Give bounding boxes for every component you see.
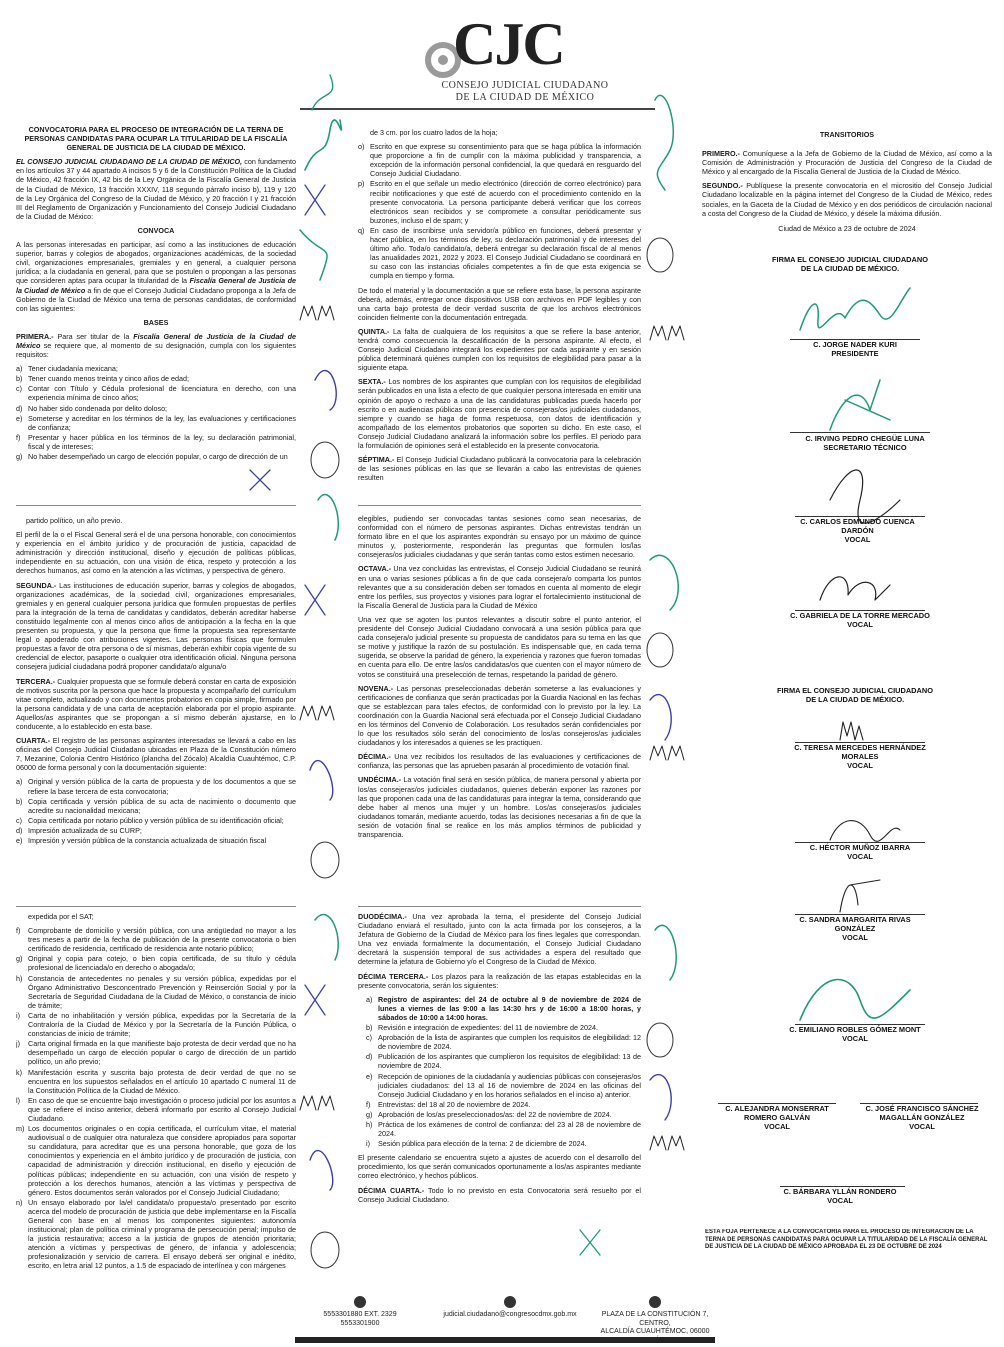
intro-paragraph: EL CONSEJO JUDICIAL CIUDADANO DE LA CIUDAD DE MÉXICO, con fundamento en los artículos 37 y 44 apartado A incisos 5 y 6 de la Constitución Política de la Ciudad de México, 42 fracción IX, 42 bis de la Ley Orgánica de la Fiscalía General de Justicia de la Ciudad de México, 13 fracción XXXIV, 118 segundo párrafo inciso b), 119 y 120 de la Ley Orgánica del Congreso de la Ciudad de México, y 20 fracción I y 21 fracción III del Reglamento de Organización y Funcionamiento del Consejo Judicial Ciudadano de la Ciudad de México:: [16, 157, 296, 221]
panel-divider: [16, 906, 296, 907]
sexta-paragraph: SEXTA.- Los nombres de los aspirantes que cumplan con los requisitos de elegibilidad serán publicados en una lista a efecto de que cualquier persona interesada en emitir una opinión de apoyo o rechazo a una de las candidaturas publicadas pueda hacerlo por escrito o en audiencias públicas con presencia de consejeras/os judiciales ciudadanos, siempre y cuando se haga de forma respetuosa, con datos de identificación y acompañado de los elementos probatorios que soporten su dicho. En este caso, el Consejo Judicial Ciudadano analizará la información sobre los perfiles. El periodo para la formulación de opiniones será el establecido en la presente convocatoria.: [358, 377, 641, 450]
convocatoria-title: CONVOCATORIA PARA EL PROCESO DE INTEGRACIÓN DE LA TERNA DE PERSONAS CANDIDATAS PARA OCUPAR LA TITULARIDAD DE LA FISCALÍA GENERAL DE JUSTICIA DE LA CIUDAD DE MÉXICO.: [24, 125, 288, 153]
signature-scribble-green: [655, 925, 676, 980]
list-item: m) Los documentos originales o en copia certificada, el currículum vitae, el material audiovisual o de cualquier otra naturaleza que considere apropiados para soportar su candidatura, para acreditar que es una persona honorable, que goza de los conocimientos y experiencia en el ámbito jurídico y de procuración de justicia, con capacidad de administración y dirección institucional, en diseño y ejecución de políticas públicas; independiente en su actuación, con una visión de respeto y protección a los derechos humanos, atención a las víctimas y perspectiva de género. Estos documentos serán valorados por el Consejo Judicial Ciudadano;: [16, 1124, 296, 1197]
org-name-line1: CONSEJO JUDICIAL CIUDADANO: [441, 80, 609, 91]
col1-panel2: [16, 516, 296, 901]
signer-name: C. CARLOS EDMUNDO CUENCA DARDÓN VOCAL: [800, 517, 915, 545]
list-item: p) Escrito en el que señale un medio electrónico (dirección de correo electrónico) para recibir notificaciones y que esté de acuerdo con el procedimiento contenido en la presente convocatoria. La persona participante deberá verificar que los correos electrónicos sean recibidos y se compromete a consultar periódicamente sus buzones, incluso el de spam; y: [358, 179, 641, 225]
list-item: c) Contar con Título y Cédula profesional de licenciatura en derecho, con una experiencia mínima de cinco años;: [16, 384, 296, 403]
documentacion-list: [16, 777, 296, 845]
list-item: a) Tener ciudadanía mexicana;: [16, 364, 118, 374]
signature-scribble-green: [312, 75, 333, 110]
header: [395, 10, 635, 105]
firma-heading-1: FIRMA EL CONSEJO JUDICIAL CIUDADANO DE LA CIUDAD DE MÉXICO.: [772, 255, 928, 274]
col2-panel1: [358, 128, 641, 498]
convoca-paragraph: A las personas interesadas en participar, así como a las instituciones de educación superior, barras y colegios de abogados, organizaciones académicas, de la sociedad civil, organizaciones empresariales, gremiales y en general, a cualquier persona jurídica; a la ciudadanía en general, para que se postulen o propongan a las personas que consideren aptas para ocupar la titularidad de la Fiscalía General de Justicia de la Ciudad de México a fin de que el Consejo Judicial Ciudadano proponga a la Jefa de Gobierno de la Ciudad de México una terna de personas candidatas, de conformidad con las siguientes:: [16, 240, 296, 313]
continuation-text: partido político, un año previo.: [26, 516, 123, 525]
continuation-text: de 3 cm. por los cuatro lados de la hoja;: [370, 128, 498, 137]
list-item: g) Original y copia para cotejo, o bien copia certificada, de su título y cédula profesional de licenciada/o en derecho o abogada/o;: [16, 954, 296, 973]
header-rule: [300, 108, 655, 110]
signature-teresa-hernandez: [840, 722, 863, 740]
requisitos-list: [16, 364, 296, 461]
bases-heading: BASES: [143, 317, 169, 327]
fecha-text: Ciudad de México a 23 de octubre de 2024: [778, 223, 916, 233]
initial-loop-mark: [311, 442, 339, 478]
signature-scribble-blue: [310, 1151, 333, 1190]
octava-paragraph: OCTAVA.- Una vez concluidas las entrevistas, el Consejo Judicial Ciudadano se reunirá en una o varias sesiones públicas a fin de que cada consejera/o comparta los puntos relevantes que a su consideración deben ser tomados en cuenta al momento de elegir entre los perfiles, sus proyectos y visiones para lograr el fortalecimiento institucional de la Fiscalía General de Justicia para la Ciudad de México: [358, 564, 641, 610]
signature-scribble-green: [650, 555, 678, 610]
signature-jorge-nader: [800, 288, 910, 330]
list-item: j) Carta original firmada en la que manifieste bajo protesta de decir verdad que no ha desempeñado un cargo de elección popular o cargo de dirección de un partido político, un año previo;: [16, 1039, 296, 1067]
convoca-heading: CONVOCA: [137, 225, 175, 235]
col1-panel1: [16, 125, 296, 500]
list-item: h) Constancia de antecedentes no penales y su versión pública, expedidas por el Órgano Administrativo Desconcentrado Prevención y Reinserción Social y por la Secretaría de Seguridad Ciudadana de la Ciudad de México, o constancia de inicio de trámite;: [16, 973, 296, 1010]
initial-loop-mark: [311, 1232, 339, 1268]
segundo-paragraph: SEGUNDO.- Publíquese la presente convocatoria en el micrositio del Consejo Judicial Ciudadano localizable en la página internet del Congreso de la Ciudad de México, redes sociales, en la Gaceta de la Ciudad de México y en dos periódicos de circulación nacional a costa del Congreso de la Ciudad de México, y désele la máxima difusión.: [702, 181, 992, 218]
continuation-text: elegibles, pudiendo ser convocadas tantas sesiones como sean necesarias, de conformidad con el número de personas aspirantes. Dichas entrevistas tendrán un formato libre en el que los aspirantes expondrán su ensayo por un máximo de quince minutos y, posteriormente, responderán las preguntas que formulen los/las consejeras/os judiciales ciudadanas y que serán tantas como estos estimen necesario.: [358, 514, 641, 560]
decimatercera-paragraph: DÉCIMA TERCERA.- Los plazos para la realización de las etapas establecidas en la presente convocatoria, serán los siguientes:: [358, 971, 641, 990]
signature-scribble-green: [300, 230, 327, 280]
initial-loop-mark: [647, 633, 673, 667]
signature-scribble-blue: [650, 695, 671, 740]
foja-note: ESTA FOJA PERTENECE A LA CONVOCATORIA PARA EL PROCESO DE INTEGRACIÓN DE LA TERNA DE PERSONAS CANDIDATAS PARA OCUPAR LA TITULARIDAD DE LA FISCALÍA GENERAL DE JUSTICIA DE LA CIUDAD DE MÉXICO APROBADA EL 23 DE OCTUBRE DE 2024: [705, 1229, 988, 1250]
signature-scribble-blue: [315, 371, 336, 410]
footer-phone: 5553301880 EXT. 2329 5553301900: [300, 1296, 420, 1328]
list-item: b) Copia certificada y versión pública de su acta de nacimiento o documento que acredite su nacionalidad mexicana;: [16, 796, 296, 815]
list-item: h) Práctica de los exámenes de control de confianza: del 23 al 28 de noviembre de 2024.: [366, 1119, 641, 1139]
signer-name: C. BÁRBARA YLLÁN RONDERO VOCAL: [783, 1187, 897, 1206]
transitorios-block: [702, 130, 992, 265]
signer-name: C. EMILIANO ROBLES GÓMEZ MONT VOCAL: [789, 1025, 921, 1044]
org-name-line2: DE LA CIUDAD DE MÉXICO: [455, 92, 595, 103]
initials-mark: [300, 706, 334, 720]
signer-name: C. HÉCTOR MUÑOZ IBARRA VOCAL: [809, 843, 911, 862]
location-pin-icon: [649, 1296, 661, 1308]
septima-paragraph: SÉPTIMA.- El Consejo Judicial Ciudadano publicará la convocatoria para la celebración de las sesiones públicas en las que se llevarán a cabo las entrevistas de quienes resulten: [358, 455, 641, 483]
list-item: k) Manifestación escrita y suscrita bajo protesta de decir verdad de que no se encuentra en los supuestos señalados en el artículo 10 apartado C numeral 11 de la Constitución Política de la Ciudad de México.: [16, 1067, 296, 1095]
list-item: f) Entrevistas: del 18 al 20 de noviembre de 2024.: [366, 1099, 531, 1109]
list-item: i) Sesión pública para elección de la terna: 2 de diciembre de 2024.: [366, 1139, 587, 1149]
list-item: g) No haber desempeñado un cargo de elección popular, o cargo de dirección de un: [16, 452, 288, 461]
footer-bar: [295, 1337, 715, 1343]
initials-mark: [300, 1096, 334, 1110]
signature-gabriela-torre: [820, 577, 890, 600]
segunda-paragraph: SEGUNDA.- Las instituciones de educación superior, barras y colegios de abogados, organizaciones académicas, de la sociedad civil, organizaciones empresariales, gremiales y en general cualquier persona jurídica que formulen propuestas de perfiles para la integración de la terna de candidatas y candidatos, deberán acreditar haberse constituido legalmente con al menos cinco años de anticipación a la fecha en la que presenten su propuesta, y que la persona que firme la propuesta sea representante legal o apoderado con atribuciones vigentes. Las personas físicas que formulen propuestas a favor de otra persona o de sí mismas, deberán exhibir copia vigente de su credencial de elector, pasaporte o cualquier otra identificación oficial. Ninguna persona consejera judicial ciudadana podrá proponer candidata/o alguna/o: [16, 580, 296, 672]
list-item: o) Escrito en que exprese su consentimiento para que se haga pública la información que proporcione a fin de cumplir con la máxima publicidad y transparencia, a excepción de la información personal confidencial, la que quedará en resguardo del Consejo Judicial Ciudadano.: [358, 142, 641, 179]
plazos-list: [366, 995, 641, 1149]
list-item: e) Someterse y acreditar en los términos de la ley, las evaluaciones y certificaciones de confianza;: [16, 413, 296, 432]
signature-line: [790, 432, 930, 433]
signature-scribble-blue: [650, 1075, 671, 1120]
panel-divider: [16, 505, 296, 506]
x-mark: [305, 585, 325, 615]
email-icon: [504, 1296, 516, 1308]
initials-mark: [650, 746, 684, 760]
list-item: a) Registro de aspirantes: del 24 de octubre al 9 de noviembre de 2024 de lunes a viernes de las 9:00 a las 14:30 hrs y de 16:00 a 18:00 horas, y sábados de 10:00 a 14:00 horas.: [366, 994, 641, 1022]
signer-name: C. TERESA MERCEDES HERNÁNDEZ MORALES VOCAL: [794, 743, 926, 771]
x-mark: [580, 1230, 600, 1255]
signer-name: C. IRVING PEDRO CHEGÜE LUNA SECRETARIO TÉCNICO: [805, 434, 925, 453]
signer-name: C. SANDRA MARGARITA RIVAS GONZÁLEZ VOCAL: [799, 915, 911, 943]
cuarta-paragraph: CUARTA.- El registro de las personas aspirantes interesadas se llevará a cabo en las oficinas del Consejo Judicial Ciudadano ubicadas en Plaza de la Constitución número 7, Mezanine, Colonia Centro Histórico (plancha del Zócalo) Alcaldía Cuauhtémoc, C.P. 06000 de forma personal y con la documentación siguiente:: [16, 736, 296, 773]
list-item: f) Comprobante de domicilio y versión pública, con una antigüedad no mayor a los tres meses a partir de la fecha de publicación de la presente convocatoria o bien certificado de residencia, certificado de residencia ante notario público;: [16, 926, 296, 954]
initials-mark: [300, 306, 334, 320]
initial-loop-mark: [647, 1023, 673, 1057]
list-item: n) Un ensayo elaborado por la/el candidata/o propuesta/o presentado por escrito acerca del modelo de procuración de justicia que debe implementarse en la Fiscalía General con base en al menos los componentes siguientes: autonomía institucional; plan de política criminal y programa de persecución penal; impulso de la justicia restaurativa; acceso a la justicia de grupos de atención prioritaria; atención a víctimas y perspectivas de género, de infancia y adolescencia; profesionalización y servicio de carrera. El ensayo deberá ser original e inédito, escrito, en letra arial 12 puntos, a 1.5 de espaciado de interlínea y con márgenes: [16, 1197, 296, 1271]
col1-panel3: [16, 912, 296, 1284]
signature-scribble-green: [315, 915, 338, 960]
decima-paragraph: DÉCIMA.- Una vez recibidos los resultados de las evaluaciones y certificaciones de confianza, las personas que las aprueben pasarán al procedimiento de votación final.: [358, 752, 641, 771]
signature-scribble-green: [305, 120, 341, 170]
primera-paragraph: PRIMERA.- Para ser titular de la Fiscalía General de Justicia de la Ciudad de México se requiere que, al momento de su designación, cumpla con los siguientes requisitos:: [16, 331, 296, 360]
footer-email: judicial.ciudadano@congresocdmx.gob.mx: [430, 1296, 590, 1320]
list-item: i) Carta de no inhabilitación y versión pública, expedidas por la Secretaría de la Contraloría de la Ciudad de México y por la Secretaría de la Función Pública, o constancias de inicio de trámite;: [16, 1010, 296, 1039]
x-mark: [305, 185, 325, 215]
transitorios-heading: TRANSITORIOS: [819, 130, 875, 139]
signature-hector-munoz: [830, 821, 900, 842]
initial-loop-mark: [647, 238, 673, 272]
list-item: g) Aprobación de los/as preseleccionados/as: del 22 de noviembre de 2024.: [366, 1109, 612, 1119]
postulacion-paragraph: Una vez que se agoten los puntos relevantes a discutir sobre el punto anterior, el presidente del Consejo Judicial Ciudadano convocará a una sesión pública para que cada consejera/o judicial presente su propuesta de candidatos para su terna en las que se motive y justifique la razón de su postulación. Es indispensable que, en cada terna sugerida, se observe la paridad de género, la experiencia y razones que fueron tomadas en cuenta para ello. De entre las/os candidatas/os que cuenten con el mayor número de votos se constituirá una preselección de ternas, respetando la paridad de género.: [358, 614, 641, 679]
perfil-paragraph: El perfil de la o el Fiscal General será el de una persona honorable, con conocimientos y experiencia en el ámbito jurídico y de procuración de justicia, capacidad de administración y dirección institucional, diseño y ejecución de políticas públicas, independiente en su actuación, con una visión de ética, respeto y protección a los derechos humanos, así como en la atención a las víctimas, y perspectiva de género.: [16, 530, 296, 576]
logo-text: CJC: [453, 11, 564, 77]
signer-name: C. GABRIELA DE LA TORRE MERCADO VOCAL: [790, 611, 930, 630]
list-item: d) No haber sido condenada por delito doloso;: [16, 403, 168, 413]
signature-scribble-blue: [310, 761, 333, 800]
list-item: l) En caso de que se encuentre bajo investigación o proceso judicial por los asuntos a que se refiere el inciso anterior, deberá informarlo por escrito al Consejo Judicial Ciudadano.: [16, 1095, 296, 1123]
list-item: b) Revisión e integración de expedientes: del 11 de noviembre de 2024.: [366, 1023, 599, 1033]
list-item: b) Tener cuando menos treinta y cinco años de edad;: [16, 374, 190, 384]
calendario-paragraph: El presente calendario se encuentra sujeto a ajustes de acuerdo con el desarrollo del procedimiento, los que serán comunicados oportunamente a los/as aspirantes mediante correo electrónico, y hechos públicos.: [358, 1153, 641, 1181]
documentacion-cont-list: [16, 926, 296, 1270]
footer-address: PLAZA DE LA CONSTITUCIÓN 7, CENTRO, ALCALDÍA CUAUHTÉMOC, 06000: [590, 1296, 720, 1345]
list-item: a) Original y versión pública de la carta de propuesta y de los documentos a que se refiere la base tercera de esta convocatoria;: [16, 777, 296, 796]
signature-scribble-green: [655, 95, 673, 190]
col2-panel3: [358, 912, 641, 1232]
col2-panel2: [358, 514, 641, 899]
usb-paragraph: De todo el material y la documentación a que se refiere esta base, la persona aspirante deberá, además, entregar once dispositivos USB con archivos en PDF legibles y con una carta bajo protesta de decir verdad suscrita de que los archivos electrónicos coinciden fielmente con la documentación entregada.: [358, 285, 641, 322]
undecima-paragraph: UNDÉCIMA.- La votación final será en sesión pública, de manera personal y abierta por los/as consejeras/os judiciales ciudadanos, quienes deberán exponer las razones por las que proponen cada una de las candidaturas para integrar la terna, considerando que debe haber al menos una mujer y un hombre. Los/as consejeras/os judiciales ciudadanos tomarán, mediante acuerdo, todas las decisiones necesarias a fin de que la sesión de votación final se realice en los más amplios términos de publicidad y transparencia.: [358, 775, 641, 839]
decimacuarta-paragraph: DÉCIMA CUARTA.- Todo lo no previsto en esta Convocatoria será resuelto por el Consejo Judicial Ciudadano.: [358, 1185, 641, 1204]
primero-paragraph: PRIMERO.- Comuníquese a la Jefa de Gobierno de la Ciudad de México, así como a la Comisión de Administración y Procuración de Justicia del Congreso de la Ciudad de México y al encargado de la Fiscalía General de Justicia de la Ciudad de México.: [702, 149, 992, 177]
list-item: d) Publicación de los aspirantes que cumplieron los requisitos de elegibilidad: 13 de noviembre de 2024.: [366, 1052, 641, 1071]
tercera-paragraph: TERCERA.- Cualquier propuesta que se formule deberá constar en carta de exposición de motivos suscrita por la persona que hace la propuesta y acompañarlo del currículum vitae completo, actualizado y con documentos probatorios en copia simple, firmado por la persona candidata y de una carta de aceptación elaborada por el propio aspirante. Aquellos/as aspirantes que se propongan a sí mismo deberán ajustarse, en lo conducente, a lo establecido en esta base.: [16, 676, 296, 731]
panel-divider: [358, 505, 641, 506]
list-item: e) Impresión y versión pública de la constancia actualizada de situación fiscal: [16, 836, 267, 845]
continuation-text: expedida por el SAT;: [28, 912, 94, 921]
signature-scribble-green: [318, 495, 338, 540]
signature-sandra-rivas: [840, 880, 880, 912]
list-item: e) Recepción de opiniones de la ciudadanía y audiencias públicas con consejeras/os judiciales ciudadanos: del 13 al 16 de noviembre de 2024 en las oficinas del Consejo Judicial Ciudadano y en los horarios señalados en el inciso a) anterior.: [366, 1071, 641, 1099]
novena-paragraph: NOVENA.- Las personas preseleccionadas deberán someterse a las evaluaciones y certificaciones de confianza que serán practicadas por la Guardia Nacional en las fechas que se establezcan para tales efectos, de conformidad con lo previsto por la ley. La coordinación con la Guardia Nacional será efectuada por el Consejo Judicial Ciudadano en los términos del Convenio de Colaboración. Los resultados serán confidenciales por lo que los resultados sólo serán del conocimiento de los/as consejeros/as judiciales ciudadanos y los interesados a quienes se les practiquen.: [358, 683, 641, 748]
list-item: q) En caso de inscribirse un/a servidor/a público en funciones, deberá presentar y hacer pública, en los términos de ley, su declaración patrimonial y de intereses del último año. Toda/o candidato/a, deberá entregar su declaración fiscal de al menos las anualidades 2021, 2022 y 2023. El Consejo Judicial Ciudadano se coordinará en su caso con las instancias oficiales competentes a fin de que esta exigencia se cumpla en tiempo y forma.: [358, 225, 641, 281]
signature-emiliano-robles: [800, 980, 910, 1020]
signer-name: C. JOSÉ FRANCISCO SÁNCHEZ MAGALLÁN GONZÁLEZ VOCAL: [865, 1104, 979, 1132]
signature-irving-chegue: [830, 380, 890, 430]
panel-divider: [358, 906, 641, 907]
list-item: f) Presentar y hacer pública en los términos de la ley, su declaración patrimonial, fiscal y de intereses;: [16, 432, 296, 451]
list-item: d) Impresión actualizada de su CURP;: [16, 825, 142, 835]
requisitos-cont-list: [358, 142, 641, 280]
duodecima-paragraph: DUODÉCIMA.- Una vez aprobada la terna, el presidente del Consejo Judicial Ciudadano enviará el resultado, junto con la acta firmada por los consejeros, a la Jefatura de Gobierno de la Ciudad de México para los fines legales que correspondan. Una vez enviada formalmente la documentación, el Consejo Judicial Ciudadano decretará la suspensión temporal de sus actividades a espera del resultado que determine la jefatura de Gobierno y/o el Congreso de la Ciudad de México.: [358, 912, 641, 967]
phone-icon: [354, 1296, 366, 1308]
footer: [300, 1290, 720, 1334]
signer-name: C. ALEJANDRA MONSERRAT ROMERO GALVÁN VOCAL: [725, 1104, 829, 1132]
list-item: c) Copia certificada por notario público y versión pública de su identificación oficial;: [16, 815, 284, 825]
x-mark: [305, 985, 325, 1015]
signer-name: C. JORGE NADER KURI PRESIDENTE: [813, 340, 897, 359]
quinta-paragraph: QUINTA.- La falta de cualquiera de los requisitos a que se refiere la base anterior, tendrá como consecuencia la descalificación de la persona aspirante. Al efecto, el Consejo Judicial Ciudadano integrará los expedientes por cada aspirante y en sesión pública determinará quiénes cumplen con los requisitos de elegibilidad para pasar a la siguiente etapa.: [358, 326, 641, 373]
firma-heading-2: FIRMA EL CONSEJO JUDICIAL CIUDADANO DE LA CIUDAD DE MÉXICO.: [777, 686, 933, 705]
initials-mark: [650, 326, 684, 340]
list-item: c) Aprobación de la lista de aspirantes que cumplen los requisitos de elegibilidad: 12 de noviembre de 2024.: [366, 1033, 641, 1052]
initial-loop-mark: [311, 842, 339, 878]
initials-mark: [650, 1136, 684, 1150]
